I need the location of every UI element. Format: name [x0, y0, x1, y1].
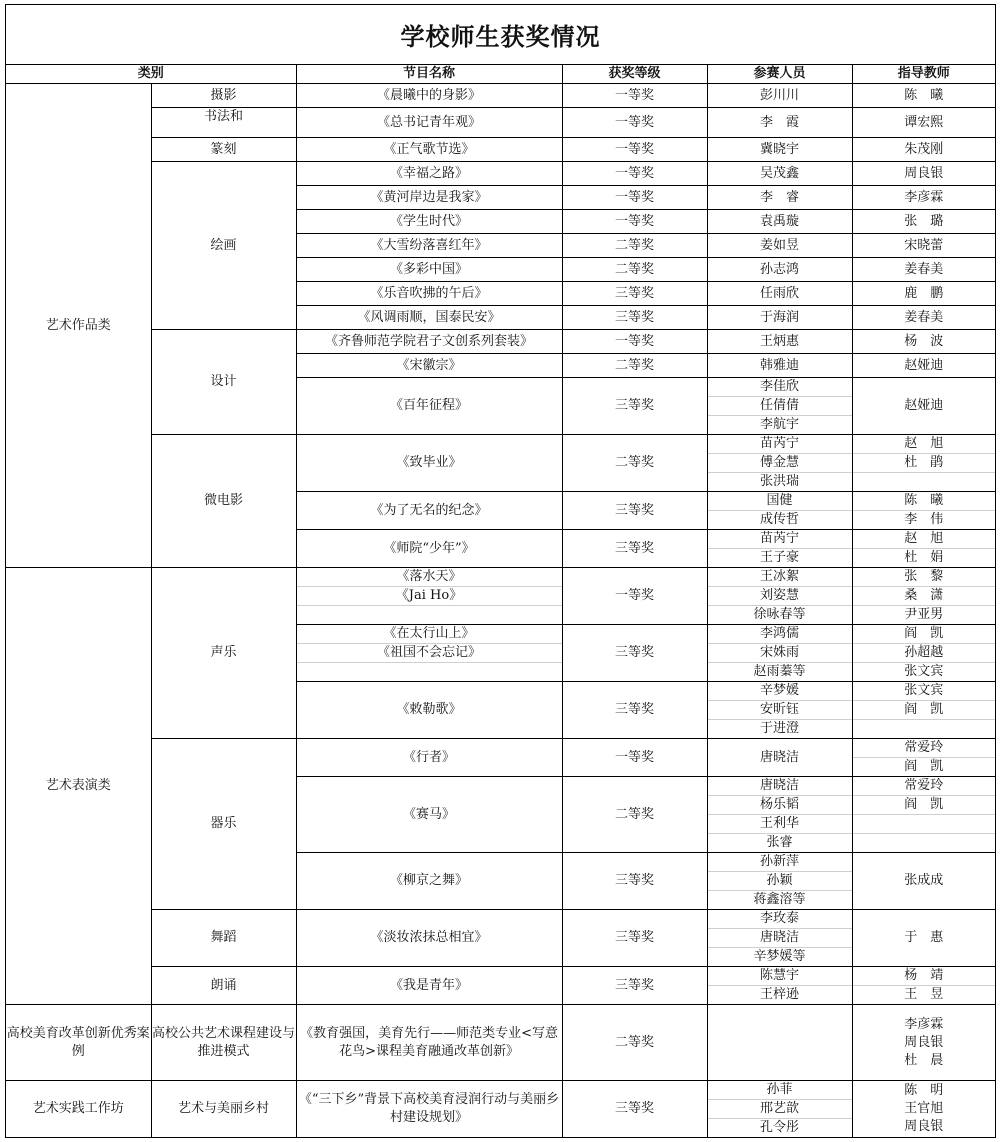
award-cell: 三等奖: [562, 1081, 707, 1138]
participant-name: 宋姝雨: [708, 643, 852, 662]
teachers-cell: [852, 967, 995, 1005]
teacher-name: 杜 晨: [904, 1052, 944, 1068]
table-row: [6, 84, 995, 108]
teacher-name: 陈 明: [904, 1083, 944, 1098]
award-cell: 三等奖: [562, 682, 707, 739]
award-cell: 一等奖: [562, 739, 707, 777]
participants-cell: 李 霞: [707, 108, 852, 138]
teacher-name: 张 黎: [904, 569, 944, 584]
main-category-cell: 艺术作品类: [6, 84, 151, 568]
award-cell: 三等奖: [562, 530, 707, 568]
award-cell: 一等奖: [562, 84, 707, 108]
teachers-cell: [852, 682, 995, 739]
award-cell: 三等奖: [562, 967, 707, 1005]
participant-name: 张洪瑞: [708, 472, 852, 491]
subcategory-cell: 绘画: [151, 162, 296, 330]
program-cell: 《大雪纷落喜红年》: [296, 234, 562, 258]
teachers-cell: [852, 530, 995, 568]
participants-cell: 吴茂鑫: [707, 162, 852, 186]
program-cell: 《多彩中国》: [296, 258, 562, 282]
participant-name: 刘姿慧: [708, 586, 852, 605]
participants-cell: [707, 682, 852, 739]
award-cell: 二等奖: [562, 258, 707, 282]
participant-name: 苗芮宁: [760, 531, 800, 546]
header-category: 类别: [6, 65, 296, 84]
subcategory-cell: 摄影: [151, 84, 296, 108]
table-row: [6, 967, 995, 1005]
program-cell: 《“三下乡”背景下高校美育浸润行动与美丽乡村建设规划》: [296, 1081, 562, 1138]
participant-name: 辛梦媛等: [708, 947, 852, 966]
teacher-name: 阎 凯: [853, 795, 996, 814]
participant-name: 赵雨蓁等: [708, 662, 852, 681]
teachers-cell: 赵娅迪: [852, 378, 995, 435]
table-row: [6, 108, 995, 138]
teacher-name: 杨 靖: [904, 968, 944, 983]
teachers-cell: [852, 492, 995, 530]
teacher-name: 常爱玲: [904, 740, 944, 755]
program-cell: 《齐鲁师范学院君子文创系列套装》: [296, 330, 562, 354]
program-cell: 《晨曦中的身影》: [296, 84, 562, 108]
participant-name: 李玫泰: [760, 911, 800, 926]
participant-name: 蒋鑫溶等: [708, 890, 852, 909]
teachers-cell: [852, 625, 995, 682]
participant-name: 傅金慧: [708, 453, 852, 472]
participants-cell: 唐晓洁: [707, 739, 852, 777]
teacher-name: 李 伟: [853, 510, 996, 529]
teachers-cell: 姜春美: [852, 258, 995, 282]
award-cell: 三等奖: [562, 282, 707, 306]
award-cell: 一等奖: [562, 210, 707, 234]
teacher-name: 常爱玲: [904, 778, 944, 793]
teacher-name: 阎 凯: [904, 626, 944, 641]
program-cell: 《敕勒歌》: [296, 682, 562, 739]
participant-name: 安昕钰: [708, 700, 852, 719]
award-cell: 一等奖: [562, 330, 707, 354]
program-cell: 《百年征程》: [296, 378, 562, 435]
program-cell: 《为了无名的纪念》: [296, 492, 562, 530]
participants-cell: [707, 435, 852, 492]
program-line: 《Jai Ho》: [297, 586, 562, 605]
program-cell: 《正气歌节选》: [296, 138, 562, 162]
teacher-name: [853, 472, 996, 491]
program-line: 《在太行山上》: [383, 626, 475, 641]
subcategory-cell: 器乐: [151, 739, 296, 910]
table-row: [6, 739, 995, 777]
teacher-name: 赵 旭: [904, 436, 944, 451]
header-award: 获奖等级: [562, 65, 707, 84]
participants-cell: 冀晓宇: [707, 138, 852, 162]
participant-name: 孔令彤: [708, 1118, 852, 1137]
participant-name: 于进澄: [708, 719, 852, 738]
teachers-cell: 鹿 鹏: [852, 282, 995, 306]
header-teachers: 指导教师: [852, 65, 995, 84]
participants-cell: [707, 492, 852, 530]
program-cell: 《黄河岸边是我家》: [296, 186, 562, 210]
award-cell: 二等奖: [562, 777, 707, 853]
award-cell: 三等奖: [562, 625, 707, 682]
award-cell: 二等奖: [562, 1005, 707, 1081]
teacher-name: 杜 娟: [853, 548, 996, 567]
teacher-name: 周良银: [904, 1034, 944, 1050]
award-cell: 二等奖: [562, 234, 707, 258]
award-cell: 一等奖: [562, 138, 707, 162]
teachers-cell: 宋晓蕾: [852, 234, 995, 258]
teacher-name: 张文宾: [853, 662, 996, 681]
program-line: 《落水天》: [396, 569, 462, 584]
participants-cell: [707, 1005, 852, 1081]
participants-cell: 任雨欣: [707, 282, 852, 306]
program-line: [297, 605, 562, 624]
teacher-name: 尹亚男: [853, 605, 996, 624]
teacher-name: 桑 潇: [853, 586, 996, 605]
award-cell: 一等奖: [562, 186, 707, 210]
subcategory-cell: 艺术与美丽乡村: [151, 1081, 296, 1138]
header-participants: 参赛人员: [707, 65, 852, 84]
participant-name: 国健: [766, 493, 793, 508]
participant-name: 孙颖: [708, 871, 852, 890]
teacher-name: 李彦霖: [904, 1016, 944, 1032]
participants-cell: [707, 625, 852, 682]
subcategory-cell: 篆刻: [151, 138, 296, 162]
teachers-cell: 赵娅迪: [852, 354, 995, 378]
award-cell: 三等奖: [562, 492, 707, 530]
teacher-name: 阎 凯: [853, 700, 996, 719]
main-category-cell: 艺术表演类: [6, 568, 151, 1005]
teacher-name: 王官旭: [904, 1101, 944, 1116]
program-cell: 《宋徽宗》: [296, 354, 562, 378]
participant-name: 杨乐韬: [708, 795, 852, 814]
program-cell: 《淡妆浓抹总相宜》: [296, 910, 562, 967]
participants-cell: 王炳惠: [707, 330, 852, 354]
program-cell: 《学生时代》: [296, 210, 562, 234]
teachers-cell: 朱茂刚: [852, 138, 995, 162]
teachers-cell: 张成成: [852, 853, 995, 910]
teachers-cell: [852, 739, 995, 777]
teachers-cell: 张 璐: [852, 210, 995, 234]
participants-cell: [707, 1081, 852, 1138]
table-row: [6, 330, 995, 354]
table-row: [6, 910, 995, 967]
program-cell: 《总书记青年观》: [296, 108, 562, 138]
program-cell: 《幸福之路》: [296, 162, 562, 186]
table-row: [6, 1081, 995, 1138]
participants-cell: 姜如昱: [707, 234, 852, 258]
subcategory-cell: 舞蹈: [151, 910, 296, 967]
award-cell: 三等奖: [562, 378, 707, 435]
subcategory-cell: 设计: [151, 330, 296, 435]
subcategory-cell: 书法和: [151, 108, 296, 138]
participants-cell: 韩雅迪: [707, 354, 852, 378]
teachers-cell: [852, 777, 995, 853]
participant-name: 李航宇: [708, 415, 852, 434]
teachers-cell: 杨 波: [852, 330, 995, 354]
program-line: 《祖国不会忘记》: [297, 643, 562, 662]
participant-name: 李鸿儒: [760, 626, 800, 641]
participant-name: 陈慧宇: [760, 968, 800, 983]
participants-cell: [707, 910, 852, 967]
awards-table: [6, 65, 995, 1138]
teacher-name: 周良银: [904, 1119, 944, 1134]
table-row: [6, 138, 995, 162]
participants-cell: [707, 568, 852, 625]
subcategory-cell: 微电影: [151, 435, 296, 568]
teacher-name: 孙超越: [853, 643, 996, 662]
participant-name: 张睿: [708, 833, 852, 852]
program-cell: 《致毕业》: [296, 435, 562, 492]
participants-cell: 李 睿: [707, 186, 852, 210]
participants-cell: [707, 777, 852, 853]
teachers-cell: 谭宏熙: [852, 108, 995, 138]
participant-name: 孙新萍: [760, 854, 800, 869]
participant-name: 苗芮宁: [760, 436, 800, 451]
participants-cell: 彭川川: [707, 84, 852, 108]
participant-name: 王利华: [708, 814, 852, 833]
participant-name: 成传哲: [708, 510, 852, 529]
teachers-cell: [852, 1081, 995, 1138]
participants-cell: [707, 853, 852, 910]
table-row: [6, 568, 995, 625]
teacher-name: 陈 曦: [904, 493, 944, 508]
participants-cell: 孙志鸿: [707, 258, 852, 282]
teacher-name: 张文宾: [904, 683, 944, 698]
subcategory-cell: 声乐: [151, 568, 296, 739]
program-cell: 《行者》: [296, 739, 562, 777]
main-category-cell: 艺术实践工作坊: [6, 1081, 151, 1138]
teachers-cell: 姜春美: [852, 306, 995, 330]
award-cell: 三等奖: [562, 306, 707, 330]
teacher-name: 王 昱: [853, 985, 996, 1004]
participant-name: 辛梦媛: [760, 683, 800, 698]
award-cell: 一等奖: [562, 568, 707, 625]
teacher-name: 杜 鹃: [853, 453, 996, 472]
program-cell: 《师院“少年”》: [296, 530, 562, 568]
participant-name: 徐咏春等: [708, 605, 852, 624]
participant-name: 王冰絮: [760, 569, 800, 584]
award-cell: 二等奖: [562, 354, 707, 378]
subcategory-cell: 高校公共艺术课程建设与推进模式: [151, 1005, 296, 1081]
participant-name: 唐晓洁: [760, 778, 800, 793]
program-line: [297, 662, 562, 681]
program-cell: 《赛马》: [296, 777, 562, 853]
teacher-name: 阎 凯: [853, 757, 996, 776]
table-row: [6, 435, 995, 492]
participant-name: 王子豪: [708, 548, 852, 567]
program-cell: 《乐音吹拂的午后》: [296, 282, 562, 306]
participant-name: 李佳欣: [760, 379, 800, 394]
participant-name: 唐晓洁: [708, 928, 852, 947]
participant-name: 孙菲: [766, 1082, 793, 1097]
program-cell: 《风调雨顺，国泰民安》: [296, 306, 562, 330]
header-row: [6, 65, 995, 84]
participants-cell: [707, 967, 852, 1005]
program-cell: [296, 568, 562, 625]
teachers-cell: [852, 435, 995, 492]
award-cell: 一等奖: [562, 162, 707, 186]
participants-cell: 于海润: [707, 306, 852, 330]
teachers-cell: 于 惠: [852, 910, 995, 967]
award-cell: 二等奖: [562, 435, 707, 492]
award-cell: 三等奖: [562, 853, 707, 910]
header-program: 节目名称: [296, 65, 562, 84]
award-sheet: [5, 4, 996, 1138]
teacher-name: 赵 旭: [904, 531, 944, 546]
program-cell: 《教育强国，美育先行——师范类专业<写意花鸟>课程美育融通改革创新》: [296, 1005, 562, 1081]
teachers-cell: 李彦霖: [852, 186, 995, 210]
table-row: [6, 162, 995, 186]
participants-cell: [707, 530, 852, 568]
program-cell: [296, 625, 562, 682]
participant-name: 任倩倩: [708, 396, 852, 415]
program-cell: 《我是青年》: [296, 967, 562, 1005]
participant-name: 王梓逊: [708, 985, 852, 1004]
subcategory-cell: 朗诵: [151, 967, 296, 1005]
participants-cell: 袁禹璇: [707, 210, 852, 234]
award-cell: 三等奖: [562, 910, 707, 967]
teachers-cell: [852, 1005, 995, 1081]
teachers-cell: 周良银: [852, 162, 995, 186]
teacher-name: [853, 833, 996, 852]
teachers-cell: [852, 568, 995, 625]
teachers-cell: 陈 曦: [852, 84, 995, 108]
award-cell: 一等奖: [562, 108, 707, 138]
participant-name: 邢艺歆: [708, 1099, 852, 1118]
teacher-name: [853, 814, 996, 833]
participants-cell: [707, 378, 852, 435]
table-row: [6, 1005, 995, 1081]
sheet-title: 学校师生获奖情况: [6, 5, 995, 65]
teacher-name: [853, 719, 996, 738]
main-category-cell: 高校美育改革创新优秀案例: [6, 1005, 151, 1081]
program-cell: 《柳京之舞》: [296, 853, 562, 910]
